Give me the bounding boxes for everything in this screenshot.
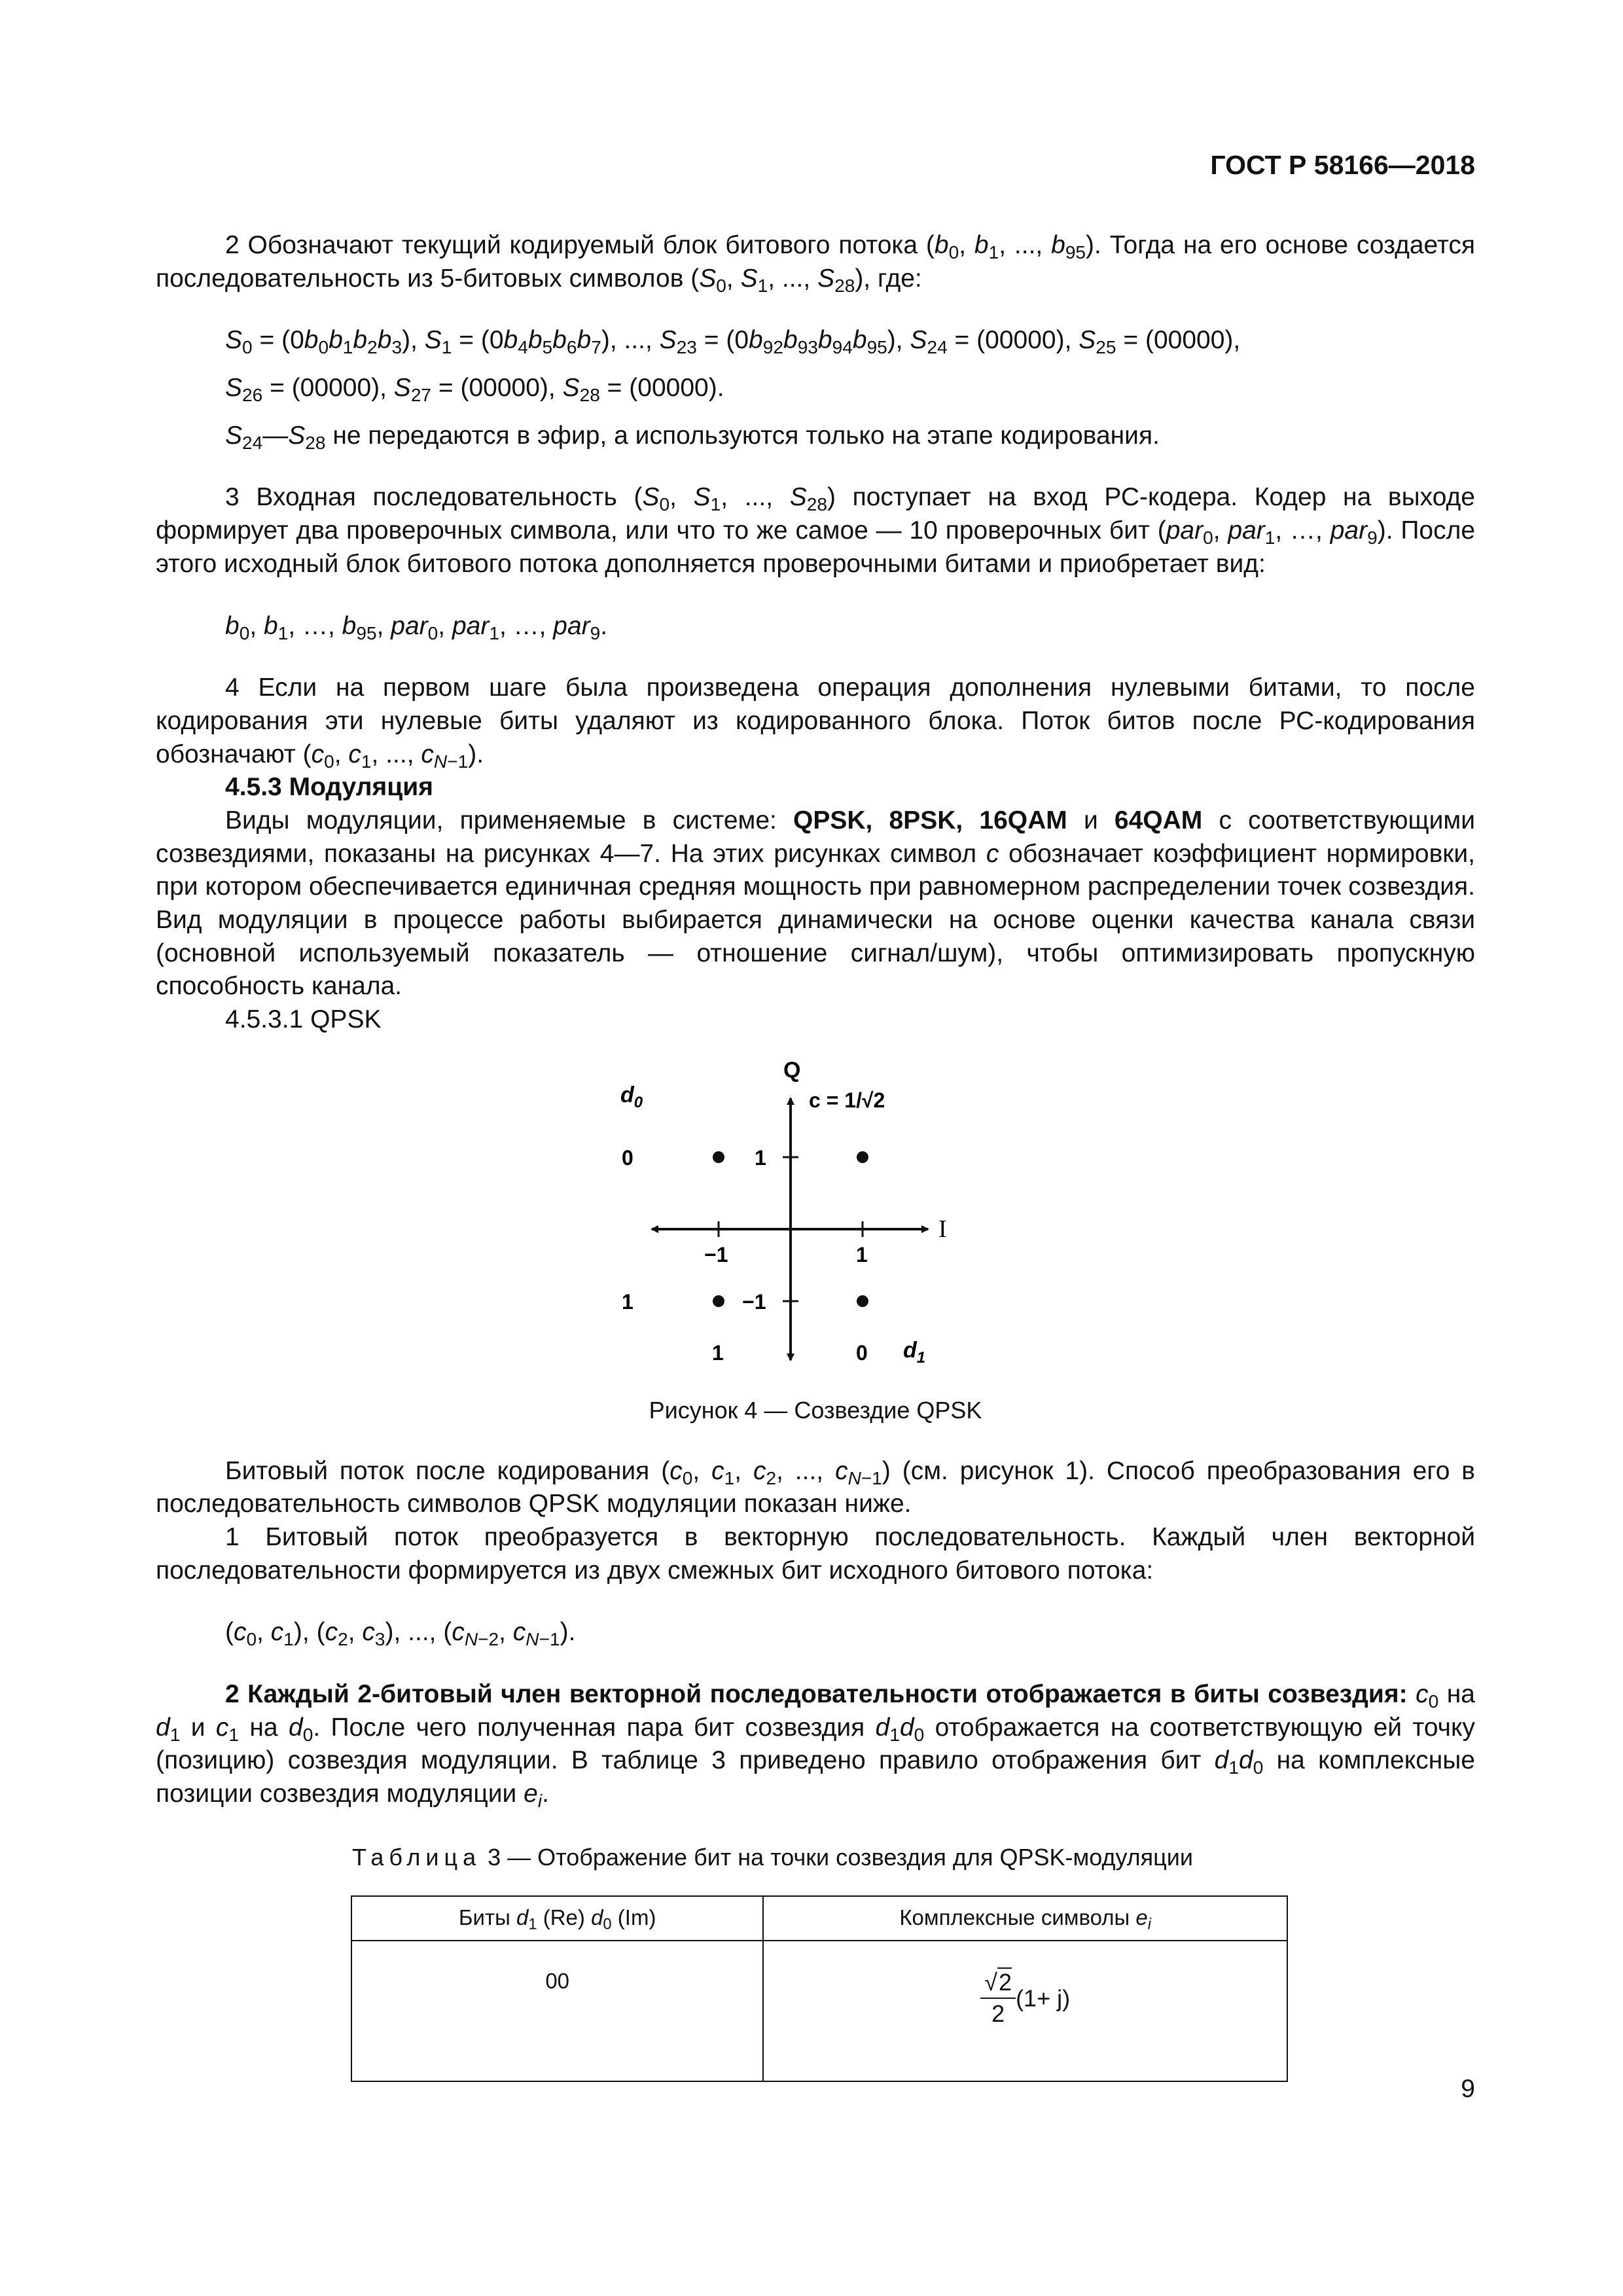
- cell-complex-symbol: $\frac{√2}{2}$ (1+ j): [763, 1941, 1287, 2081]
- constellation-point: [857, 1295, 868, 1307]
- qpsk-mapping-table: [351, 1895, 1288, 2082]
- constellation-point: [713, 1151, 724, 1163]
- section-heading: 4.5.3 Модуляция: [225, 773, 434, 802]
- step-2-paragraph: 2 Обозначают текущий кодируемый блок битового потока ($b_0$, $b_1$, ..., $b_{95}$). Тогда на его основе создается последовательность из 5-битовых символов ($S_0$, $S_1$, ..., $S_{28}$), где:: [156, 231, 1475, 296]
- i-axis-label: I: [938, 1215, 947, 1243]
- modulation-paragraph: Виды модуляции, применяемые в системе: QPSK, 8PSK, 16QAM и 64QAM с соответствующими созвездиями, показаны на рисунках 4—7. На этих рисунках символ c обозначает коэффициент нормировки, при котором обеспечивается единичная средняя мощность при равномерном распределении точек созвездия. Вид модуляции в процессе работы выбирается динамически на основе оценки качества канала связи (основной используемый показатель — отношение сигнал/шум), чтобы оптимизировать пропускную способность канала.: [156, 806, 1475, 1001]
- step-3-paragraph: 3 Входная последовательность ($S_0$, $S_1$, ..., $S_{28}$) поступает на вход РС-кодера. Кодер на выходе формирует два проверочных символа, или что то же самое — 10 проверочных бит (par$_0$, par$_1$, …, par$_9$). После этого исходный блок битового потока дополняется проверочными битами и приобретает вид:: [156, 483, 1476, 578]
- tick-label-x-pos: 1: [856, 1242, 868, 1266]
- tick-label-y-pos: 1: [755, 1145, 766, 1170]
- step-4-paragraph: 4 Если на первом шаге была произведена операция дополнения нулевыми битами, то после кодирования эти нулевые биты удаляют из кодированного блока. Поток битов после РС-кодирования обозначают ($c_0$, $c_1$, ..., $c_{N-1}$).: [156, 673, 1475, 772]
- col-right-label: 0: [856, 1340, 868, 1365]
- table-caption: Таблица 3 — Отображение бит на точки созвездия для QPSK-модуляции: [352, 1843, 1193, 1871]
- c-formula: c = 1/√2: [809, 1088, 885, 1112]
- qpsk-constellation-figure: [156, 1052, 1475, 1393]
- formula-pairs: ($c_0$, $c_1$), ($c_2$, $c_3$), ..., ($c_{N-2}$, $c_{N-1}$).: [225, 1618, 576, 1650]
- document-header: ГОСТ Р 58166—2018: [1210, 150, 1475, 180]
- formula-s-line-1: $S_0 = (0b_0b_1b_2b_3)$, $S_1 = (0b_4b_5b_6b_7)$, ..., $S_{23} = (0b_{92}b_{93}b_{94}b_{95})$, $S_{24} = (00000)$, $S_{25} = (00000)$,: [225, 326, 1241, 358]
- d0-axis-label: $d_0$: [620, 1082, 643, 1111]
- constellation-point: [713, 1295, 724, 1307]
- figure-caption: Рисунок 4 — Созвездие QPSK: [649, 1396, 982, 1424]
- cell-bits: 00: [351, 1941, 763, 2081]
- page-number: 9: [1461, 2075, 1475, 2104]
- rule-1-paragraph: 1 Битовый поток преобразуется в векторную последовательность. Каждый член векторной последовательности формируется из двух смежных бит исходного битового потока:: [156, 1522, 1475, 1585]
- q-axis-label: Q: [783, 1057, 801, 1083]
- fraction: $\frac{√2}{2}$: [980, 1967, 1016, 2030]
- row-top-label: 0: [622, 1145, 633, 1170]
- subsection-heading: 4.5.3.1 QPSK: [225, 1005, 382, 1034]
- row-bottom-label: 1: [622, 1289, 633, 1314]
- col-left-label: 1: [712, 1340, 724, 1365]
- rule-2-paragraph: 2 Каждый 2-битовый член векторной последовательности отображается в биты созвездия: $c_0$ на $d_1$ и $c_1$ на $d_0$. После чего полученная пара бит созвездия $d_1d_0$ отображается на соответствующую ей точку (позицию) созвездия модуляции. В таблице 3 приведено правило отображения бит $d_1d_0$ на комплексные позиции созвездия модуляции $e_i$.: [156, 1679, 1475, 1811]
- formula-s-line-2: $S_{26} = (00000)$, $S_{27} = (00000)$, $S_{28} = (00000)$.: [225, 374, 724, 405]
- page-content: [156, 229, 1475, 2082]
- header-complex-symbols: Комплексные символы $e_i$: [763, 1896, 1287, 1941]
- table-header-row: [351, 1896, 1287, 1941]
- formula-s-note: $S_{24}—S_{28}$ не передаются в эфир, а используются только на этапе кодирования.: [225, 421, 1160, 453]
- d1-axis-label: $d_1$: [903, 1337, 926, 1367]
- header-bits: Биты $d_1$ (Re) $d_0$ (Im): [351, 1896, 763, 1941]
- after-figure-paragraph: Битовый поток после кодирования ($c_0$, $c_1$, $c_2$, ..., $c_{N-1}$) (см. рисунок 1). Способ преобразования его в последовательность символов QPSK модуляции показан ниже.: [156, 1456, 1476, 1518]
- formula-extended-block: $b_0$, $b_1$, …, $b_{95}$, par$_0$, par$_1$, …, par$_9$.: [225, 611, 608, 643]
- constellation-plot: [614, 1052, 980, 1393]
- table-row: [351, 1941, 1287, 2081]
- tick-label-y-neg: −1: [742, 1289, 766, 1314]
- tick-label-x-neg: −1: [704, 1242, 728, 1266]
- constellation-point: [857, 1151, 868, 1163]
